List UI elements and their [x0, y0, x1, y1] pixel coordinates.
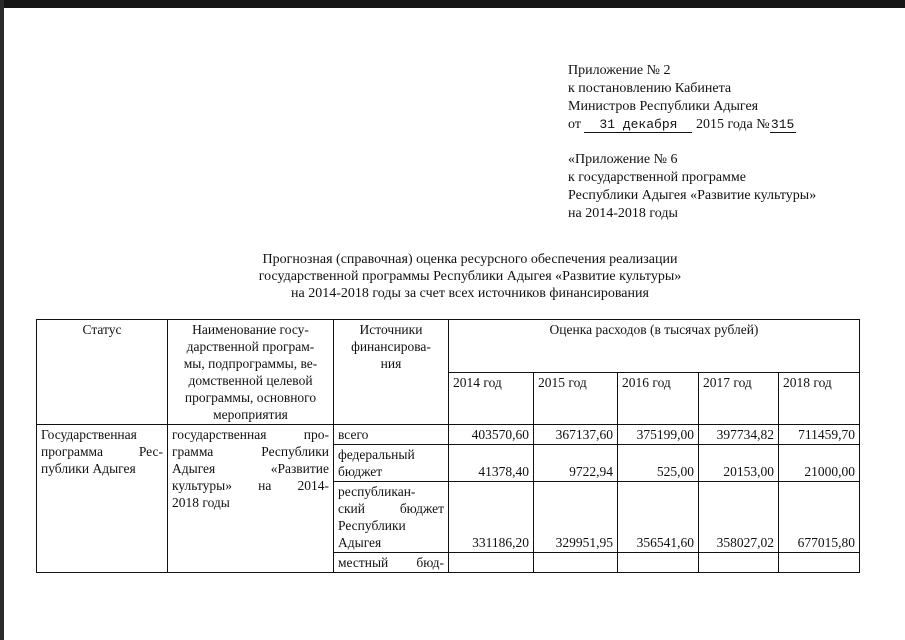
appendix-number: Приложение № 2 [568, 63, 671, 78]
value-cell: 20153,00 [699, 445, 779, 482]
date-day-month: 31 декабря [584, 118, 692, 133]
value-cell: 356541,60 [618, 482, 699, 553]
resource-estimate-table [36, 319, 860, 573]
appendix6-line: «Приложение № 6 [568, 152, 678, 167]
value-cell: 397734,82 [699, 425, 779, 445]
value-cell: 329951,95 [534, 482, 618, 553]
value-cell [699, 553, 779, 573]
document-title [200, 251, 740, 302]
date-prefix: от [568, 117, 581, 132]
value-cell: 525,00 [618, 445, 699, 482]
header-status: Статус [37, 320, 168, 425]
scan-top-border [0, 0, 905, 8]
decree-number: 315 [770, 117, 795, 132]
header-year-2017: 2017 год [699, 372, 779, 425]
value-cell: 358027,02 [699, 482, 779, 553]
value-cell [779, 553, 860, 573]
header-year-2018: 2018 год [779, 372, 860, 425]
program-name: Республики Адыгея «Развитие культуры» [568, 188, 817, 203]
header-year-2014: 2014 год [449, 372, 534, 425]
title-line-1: Прогнозная (справочная) оценка ресурсного обеспечения реализации [262, 252, 678, 267]
decree-reference: к постановлению Кабинета [568, 81, 732, 96]
program-period: на 2014-2018 годы [568, 206, 678, 221]
source-total: всего [334, 425, 449, 445]
value-cell [618, 553, 699, 573]
header-funding-sources: Источники финансирова- ния [334, 320, 449, 425]
table-row [37, 425, 860, 445]
value-cell: 331186,20 [449, 482, 534, 553]
title-line-2: государственной программы Республики Адыгея «Развитие культуры» [258, 269, 682, 284]
title-line-3: на 2014-2018 годы за счет всех источников финансирования [291, 286, 649, 301]
ministers-line: Министров Республики Адыгея [568, 99, 759, 114]
value-cell: 21000,00 [779, 445, 860, 482]
scan-left-border [0, 0, 4, 640]
date-year: 2015 года № [695, 117, 770, 132]
value-cell: 403570,60 [449, 425, 534, 445]
value-cell: 41378,40 [449, 445, 534, 482]
header-expense-estimate: Оценка расходов (в тысячах рублей) [449, 320, 860, 373]
decree-date-line [568, 116, 816, 134]
header-program-name: Наименование госу- дарственной програм- мы, подпрограммы, ве- домственной целевой программы, основного мероприятия [168, 320, 334, 425]
header-year-2015: 2015 год [534, 372, 618, 425]
program-name-cell: государственная про- грамма Республики Адыгея «Развитие культуры» на 2014- 2018 годы [168, 425, 334, 573]
value-cell: 367137,60 [534, 425, 618, 445]
value-cell: 711459,70 [779, 425, 860, 445]
source-republican: республикан- ский бюджет Республики Адыгея [334, 482, 449, 553]
value-cell: 375199,00 [618, 425, 699, 445]
value-cell [449, 553, 534, 573]
source-federal: федеральный бюджет [334, 445, 449, 482]
header-year-2016: 2016 год [618, 372, 699, 425]
program-reference: к государственной программе [568, 170, 746, 185]
value-cell [534, 553, 618, 573]
status-cell: Государственная программа Рес- публики Адыгея [37, 425, 168, 573]
source-local: местный бюд- [334, 553, 449, 573]
appendix-header [568, 62, 816, 223]
value-cell: 9722,94 [534, 445, 618, 482]
value-cell: 677015,80 [779, 482, 860, 553]
